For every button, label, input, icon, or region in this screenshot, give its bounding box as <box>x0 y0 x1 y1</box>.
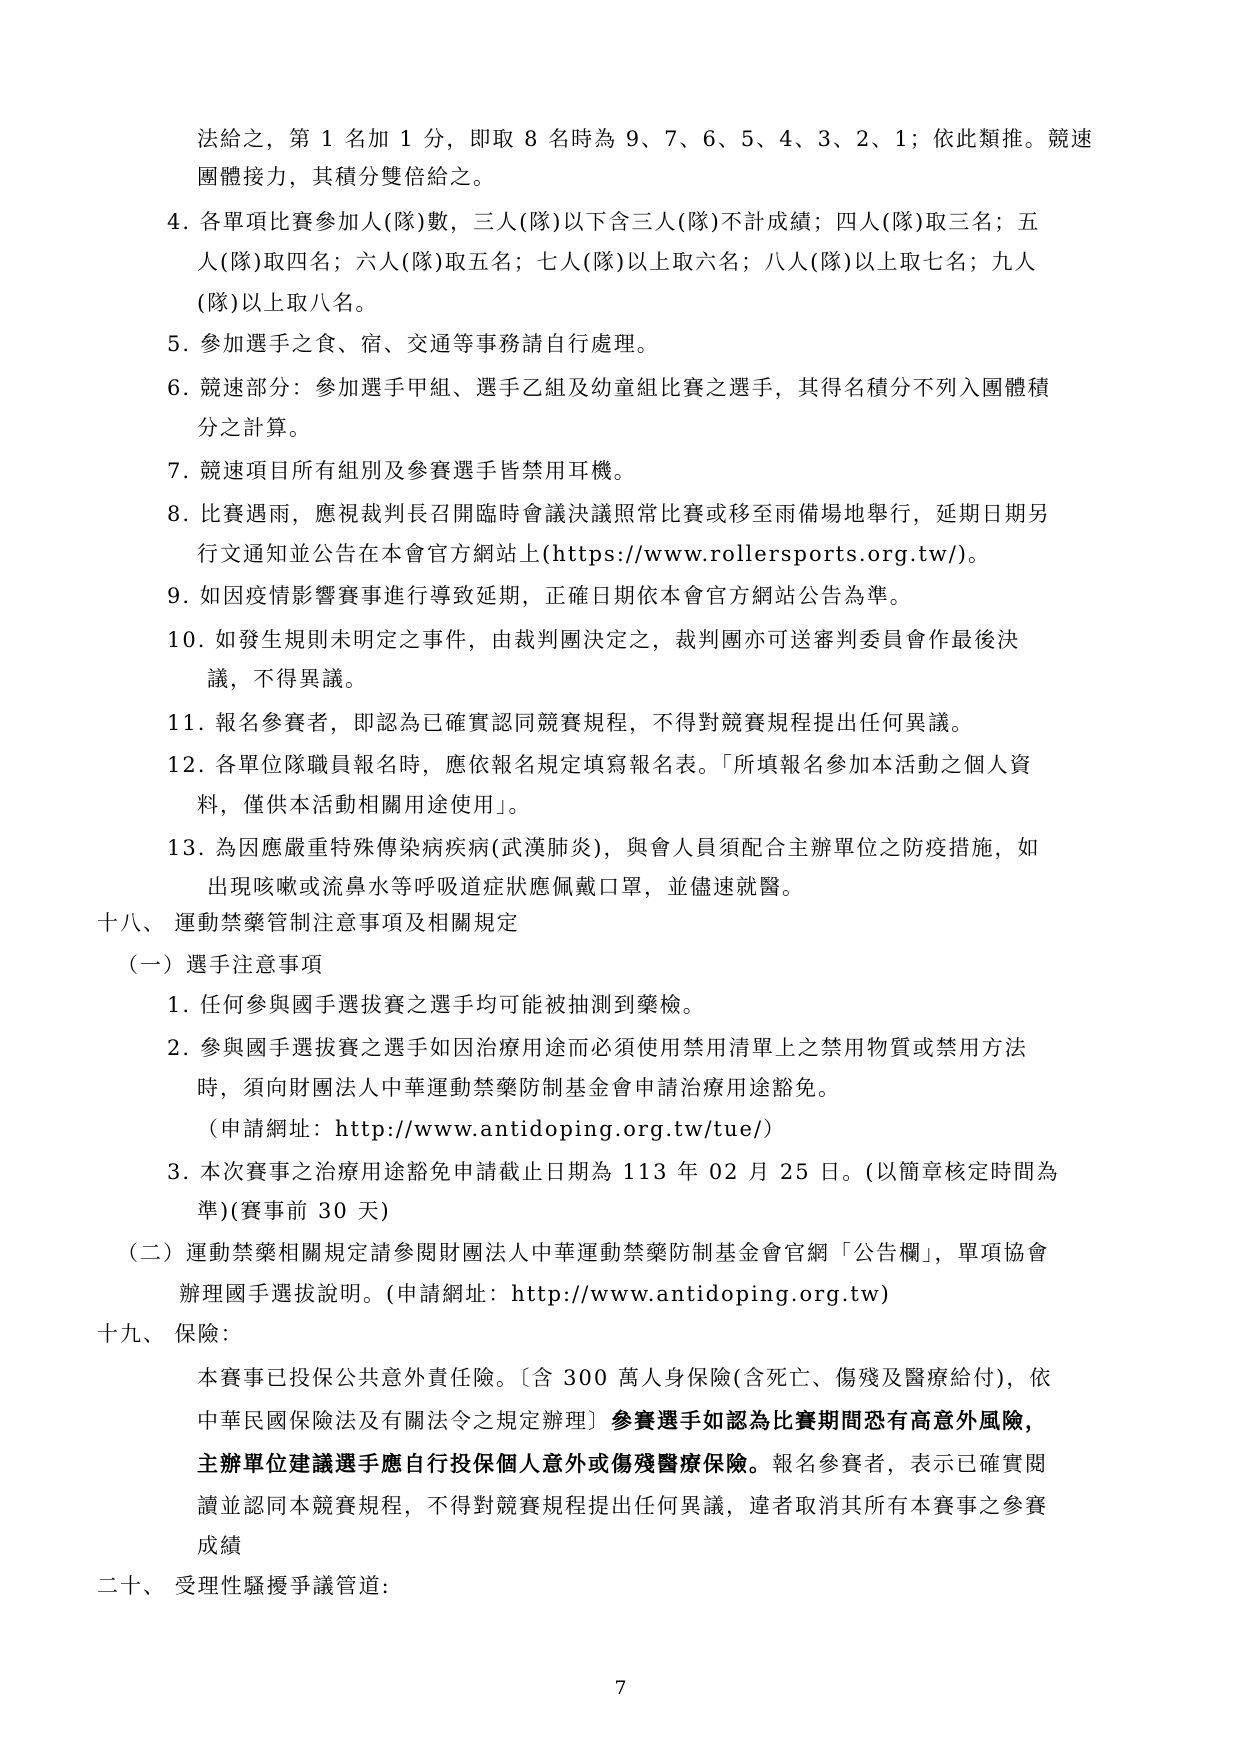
line: 行文通知並公告在本會官方網站上(https://www.rollersports.org.tw/)。 <box>197 542 992 566</box>
line: （申請網址：http://www.antidoping.org.tw/tue/） <box>197 1117 787 1141</box>
section-heading: 二十、 受理性騷擾爭議管道: <box>97 1574 391 1598</box>
text-bold: 參賽選手如認為比賽期間恐有高意外風險， <box>611 1408 1048 1433</box>
paragraph-line: 本賽事已投保公共意外責任險。〔含 300 萬人身保險(含死亡、傷殘及醫療給付)，依 <box>197 1366 1053 1390</box>
line: (隊)以上取八名。 <box>197 291 379 315</box>
text-normal: 中華民國保險法及有關法令之規定辦理〕 <box>197 1409 611 1433</box>
list-item: 9. 如因疫情影響賽事進行導致延期，正確日期依本會官方網站公告為準。 <box>167 584 913 608</box>
paragraph-line <box>197 1451 1048 1477</box>
paragraph-line <box>197 1408 1048 1434</box>
paragraph-line: 成績 <box>197 1534 243 1558</box>
section-heading: 十九、 保險： <box>97 1322 244 1346</box>
page-number: 7 <box>614 1677 627 1699</box>
subsection-heading: （二）運動禁藥相關規定請參閱財團法人中華運動禁藥防制基金會官網「公告欄」，單項協會 <box>117 1241 1050 1265</box>
section-heading: 十八、 運動禁藥管制注意事項及相關規定 <box>97 911 520 935</box>
text-normal: 報名參賽者，表示已確實閱 <box>772 1452 1048 1476</box>
line: 時，須向財團法人中華運動禁藥防制基金會申請治療用途豁免。 <box>197 1076 841 1100</box>
list-item: 3. 本次賽事之治療用途豁免申請截止日期為 113 年 02 月 25 日。(以簡章核定時間為 <box>167 1160 1060 1184</box>
list-item: 4. 各單項比賽參加人(隊)數，三人(隊)以下含三人(隊)不計成績；四人(隊)取三名；五 <box>167 210 1041 234</box>
line: 準)(賽事前 30 天) <box>197 1199 391 1223</box>
list-item: 1. 任何參與國手選拔賽之選手均可能被抽測到藥檢。 <box>167 993 706 1017</box>
list-item: 6. 競速部分：參加選手甲組、選手乙組及幼童組比賽之選手，其得名積分不列入團體積 <box>167 376 1051 400</box>
text-bold: 主辦單位建議選手應自行投保個人意外或傷殘醫療保險。 <box>197 1451 772 1476</box>
list-item: 10. 如發生規則未明定之事件，由裁判團決定之，裁判團亦可送審判委員會作最後決 <box>167 628 1021 652</box>
line: 料，僅供本活動相關用途使用」。 <box>197 793 532 817</box>
line: 法給之，第 1 名加 1 分，即取 8 名時為 9、7、6、5、4、3、2、1；依此類推。競速 <box>197 127 1094 151</box>
line: 人(隊)取四名；六人(隊)取五名；七人(隊)以上取六名；八人(隊)以上取七名；九人 <box>197 250 1038 274</box>
list-item: 2. 參與國手選拔賽之選手如因治療用途而必須使用禁用清單上之禁用物質或禁用方法 <box>167 1036 1028 1060</box>
paragraph-line: 讀並認同本競賽規程，不得對競賽規程提出任何異議，違者取消其所有本賽事之參賽 <box>197 1494 1048 1518</box>
line: 團體接力，其積分雙倍給之。 <box>197 165 496 189</box>
line: 議，不得異議。 <box>207 667 368 691</box>
list-item: 5. 參加選手之食、宿、交通等事務請自行處理。 <box>167 332 660 356</box>
subsection-heading: （一）選手注意事項 <box>117 953 324 977</box>
line: 出現咳嗽或流鼻水等呼吸道症狀應佩戴口罩，並儘速就醫。 <box>207 875 805 899</box>
list-item: 7. 競速項目所有組別及參賽選手皆禁用耳機。 <box>167 459 637 483</box>
list-item: 12. 各單位隊職員報名時，應依報名規定填寫報名表。「所填報名參加本活動之個人資 <box>167 753 1033 777</box>
line: 辦理國手選拔說明。(申請網址：http://www.antidoping.org.tw) <box>179 1282 891 1306</box>
list-item: 11. 報名參賽者，即認為已確實認同競賽規程，不得對競賽規程提出任何異議。 <box>167 711 975 735</box>
list-item: 8. 比賽遇雨，應視裁判長召開臨時會議決議照常比賽或移至雨備場地舉行，延期日期另 <box>167 502 1051 526</box>
list-item: 13. 為因應嚴重特殊傳染病疾病(武漢肺炎)，與會人員須配合主辦單位之防疫措施，如 <box>167 836 1041 860</box>
line: 分之計算。 <box>197 416 312 440</box>
